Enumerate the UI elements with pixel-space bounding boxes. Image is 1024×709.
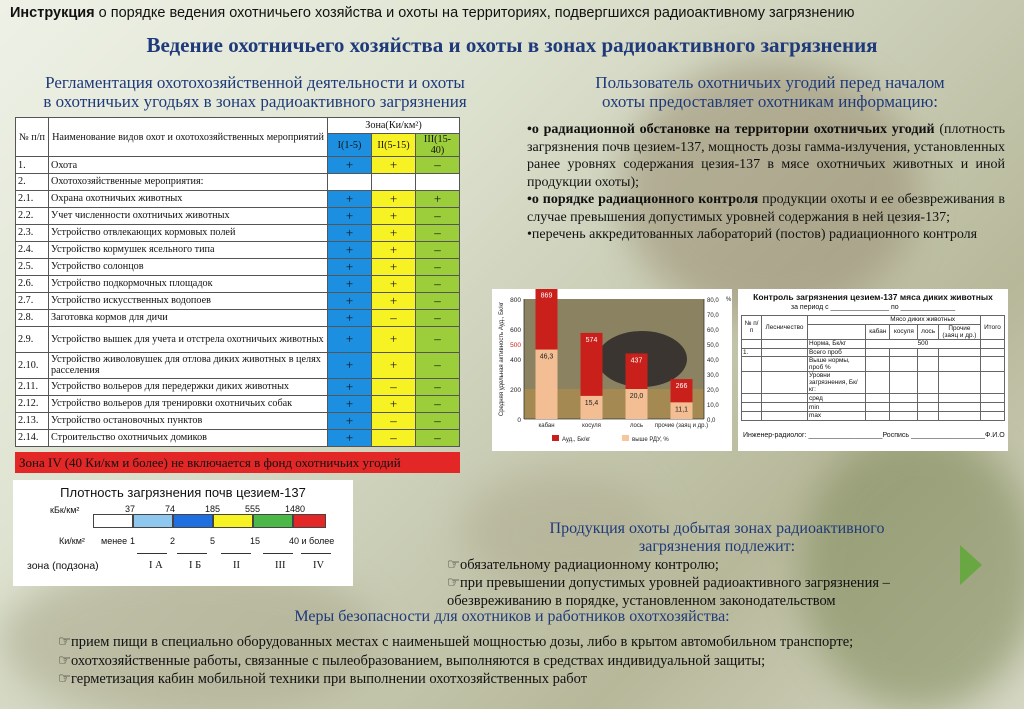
scale-segment bbox=[133, 514, 173, 528]
zone-cell: – bbox=[416, 224, 460, 241]
row-number: 2.13. bbox=[16, 412, 49, 429]
row-name: Охрана охотничьих животных bbox=[49, 190, 328, 207]
control-form bbox=[738, 289, 1008, 451]
zone-label: III bbox=[275, 560, 286, 571]
row-number: 2.8. bbox=[16, 309, 49, 326]
control-period: за период с _______________ по ______________ bbox=[790, 304, 956, 311]
zone-cell: + bbox=[372, 326, 416, 352]
safety-item: ☞охотхозяйственные работы, связанные с пылеобразованием, выполняются в средствах индивидуальной защиты; bbox=[58, 652, 766, 669]
density-scale bbox=[13, 480, 353, 586]
bar-percent-label: 46,3 bbox=[539, 353, 554, 361]
unit-zone: зона (подзона) bbox=[27, 560, 99, 572]
control-table bbox=[741, 315, 1005, 421]
zone-cell: + bbox=[372, 241, 416, 258]
row-name: Устройство кормушек ясельного типа bbox=[49, 241, 328, 258]
bar-value-label: 574 bbox=[585, 336, 598, 344]
bar-value-label: 869 bbox=[540, 292, 553, 300]
zone-cell: – bbox=[416, 352, 460, 378]
table-row bbox=[16, 207, 460, 224]
zone-cell: + bbox=[328, 157, 372, 174]
ctrl-h-col: Прочие (заяц и др.) bbox=[938, 324, 980, 339]
y2-tick-label: 60,0 bbox=[707, 328, 719, 334]
zone-cell: + bbox=[328, 292, 372, 309]
zone-cell: – bbox=[416, 207, 460, 224]
table-row bbox=[16, 352, 460, 378]
y2-tick-label: 10,0 bbox=[707, 403, 719, 409]
zone-cell: – bbox=[372, 429, 416, 446]
zone-cell: + bbox=[372, 190, 416, 207]
info-item-2-bold: •о порядке радиационного контроля bbox=[527, 192, 759, 207]
table-row bbox=[16, 174, 460, 190]
zone-cell: – bbox=[416, 395, 460, 412]
y-tick-label: 600 bbox=[510, 327, 521, 334]
y-tick-label: 500 bbox=[510, 342, 521, 349]
ci-label: 15 bbox=[250, 536, 261, 546]
row-number: 2.1. bbox=[16, 190, 49, 207]
table-row bbox=[16, 309, 460, 326]
zone-cell: – bbox=[416, 412, 460, 429]
row-number: 1. bbox=[16, 157, 49, 174]
zone-cell: + bbox=[328, 258, 372, 275]
zone-cell: + bbox=[328, 429, 372, 446]
y-tick-label: 400 bbox=[510, 357, 521, 364]
table-row bbox=[16, 378, 460, 395]
row-number: 2. bbox=[16, 174, 49, 190]
ctrl-row-label: max bbox=[808, 411, 866, 420]
bar-percent-label: 15,4 bbox=[584, 399, 599, 407]
table-row bbox=[16, 258, 460, 275]
production-section bbox=[447, 520, 977, 610]
density-title: Плотность загрязнения почв цезием-137 bbox=[60, 485, 306, 500]
chart-svg bbox=[492, 289, 732, 451]
ctrl-h-col: лось bbox=[918, 324, 939, 339]
production-item: ☞обязательному радиационному контролю; bbox=[447, 557, 719, 573]
zone-cell: + bbox=[328, 412, 372, 429]
col-header-zone: Зона(Ки/км²) bbox=[328, 118, 460, 134]
bar-percent-label: 11,1 bbox=[674, 406, 689, 414]
table-row bbox=[16, 157, 460, 174]
safety-item: ☞прием пищи в специально оборудованных местах с наименьшей мощностью дозы, либо в крытом автомобильном транспорте; bbox=[58, 634, 854, 650]
zone-cell: + bbox=[328, 378, 372, 395]
scale-segment bbox=[253, 514, 293, 528]
ctrl-h-total: Итого bbox=[980, 316, 1004, 340]
zone-cell: + bbox=[328, 326, 372, 352]
scale-segment bbox=[293, 514, 326, 528]
table-row bbox=[16, 412, 460, 429]
zone-cell: + bbox=[416, 190, 460, 207]
zone-underline bbox=[137, 553, 167, 554]
info-item-1-bold: •о радиационной обстановке на территории охотничьих угодий bbox=[527, 122, 935, 137]
zone-underline bbox=[221, 553, 251, 554]
kbq-label: 74 bbox=[165, 504, 176, 514]
ci-label: 40 и более bbox=[289, 536, 335, 546]
bar-percent-label: 20,0 bbox=[629, 393, 644, 400]
y-tick-label: 200 bbox=[510, 387, 521, 394]
zone-label: IV bbox=[313, 560, 325, 571]
ctrl-row-label: min bbox=[808, 403, 866, 412]
y2-tick-label: 30,0 bbox=[707, 373, 719, 379]
legend-swatch bbox=[552, 435, 559, 441]
right-subtitle bbox=[520, 73, 1020, 111]
production-item-text: при превышении допустимых уровней радиоактивного загрязнения – обезвреживанию в порядке, установленном законодательством bbox=[447, 575, 890, 609]
header-bold: Инструкция bbox=[10, 5, 95, 21]
zone-label: II bbox=[233, 560, 240, 571]
ctrl-h-forest: Лесничество bbox=[762, 316, 808, 340]
zone-cell: + bbox=[328, 275, 372, 292]
zone-cell: + bbox=[328, 241, 372, 258]
ctrl-norm-value: 500 bbox=[866, 339, 981, 348]
y2-tick-label: 70,0 bbox=[707, 313, 719, 319]
safety-item-text: герметизация кабин мобильной техники при выполнении охотхозяйственных работ bbox=[71, 671, 588, 687]
ctrl-h-meat: Мясо диких животных bbox=[866, 316, 981, 325]
legend-label: выше РДУ, % bbox=[632, 437, 669, 443]
zone-cell: – bbox=[416, 258, 460, 275]
ctrl-row bbox=[742, 357, 1005, 372]
table-row bbox=[16, 326, 460, 352]
row-number: 2.12. bbox=[16, 395, 49, 412]
zone-cell: + bbox=[372, 275, 416, 292]
ci-label: 5 bbox=[210, 536, 216, 546]
row-number: 2.5. bbox=[16, 258, 49, 275]
row-number: 2.2. bbox=[16, 207, 49, 224]
zone-underline bbox=[301, 553, 331, 554]
kbq-label: 37 bbox=[125, 504, 136, 514]
ctrl-norm-label: Норма, Бк/кг bbox=[808, 339, 866, 348]
row-name: Устройство отвлекающих кормовых полей bbox=[49, 224, 328, 241]
zone-cell: – bbox=[416, 378, 460, 395]
safety-item-text: прием пищи в специально оборудованных местах с наименьшей мощностью дозы, либо в крытом автомобильном транспорте; bbox=[71, 634, 854, 650]
zone-cell: + bbox=[328, 207, 372, 224]
row-name: Заготовка кормов для дичи bbox=[49, 309, 328, 326]
zone-cell: – bbox=[416, 309, 460, 326]
col-header-name: Наименование видов охот и охотохозяйственных мероприятий bbox=[49, 118, 328, 157]
ctrl-h-col: кабан bbox=[866, 324, 890, 339]
zone-cell: + bbox=[328, 190, 372, 207]
row-number: 2.4. bbox=[16, 241, 49, 258]
ctrl-row-label: сред bbox=[808, 394, 866, 403]
ctrl-row bbox=[742, 411, 1005, 420]
ctrl-row bbox=[742, 394, 1005, 403]
left-subtitle-line: в охотничьих угодьях в зонах радиоактивного загрязнения bbox=[43, 92, 467, 111]
safety-title: Меры безопасности для охотников и работников охотхозяйства: bbox=[294, 608, 730, 625]
zone-label: I А bbox=[149, 560, 163, 571]
row-name: Устройство вольеров для тренировки охотничьих собак bbox=[49, 395, 328, 412]
table-row bbox=[16, 292, 460, 309]
activity-chart bbox=[492, 289, 732, 451]
zone4-notice: Зона IV (40 Ки/км и более) не включается в фонд охотничьих угодий bbox=[15, 452, 460, 473]
y-tick-label: 800 bbox=[510, 297, 521, 304]
zone-cell: – bbox=[416, 429, 460, 446]
zone-cell-empty bbox=[416, 174, 460, 190]
zone-cell: – bbox=[416, 275, 460, 292]
row-name: Охотохозяйственные мероприятия: bbox=[49, 174, 328, 190]
zone-cell: – bbox=[372, 378, 416, 395]
zone-label: I Б bbox=[189, 560, 202, 571]
production-title bbox=[457, 520, 977, 556]
y2-unit: % bbox=[726, 297, 732, 303]
x-tick-label: косуля bbox=[582, 423, 601, 429]
zone-cell: – bbox=[416, 292, 460, 309]
left-subtitle-line: Регламентация охотохозяйственной деятельности и охоты bbox=[45, 73, 465, 92]
scale-segment bbox=[93, 514, 133, 528]
y2-tick-label: 50,0 bbox=[707, 343, 719, 349]
header-text: о порядке ведения охотничьего хозяйства и охоты на территориях, подвергшихся радиоактивному загрязнению bbox=[94, 5, 855, 21]
regulation-table bbox=[15, 117, 460, 447]
right-subtitle-line: охоты предоставляет охотникам информацию: bbox=[602, 92, 938, 111]
zone-underline bbox=[177, 553, 207, 554]
ctrl-row bbox=[742, 372, 1005, 394]
ctrl-h-no: № п/п bbox=[742, 316, 762, 340]
col-header-number: № п/п bbox=[16, 118, 49, 157]
row-name: Учет численности охотничьих животных bbox=[49, 207, 328, 224]
table-row bbox=[16, 429, 460, 446]
bar-value-label: 266 bbox=[675, 383, 688, 391]
kbq-label: 185 bbox=[205, 504, 221, 514]
col-header-zone-3: III(15-40) bbox=[416, 134, 460, 157]
kbq-label: 1480 bbox=[285, 504, 306, 514]
production-item-text: обязательному радиационному контролю; bbox=[460, 557, 719, 573]
y2-tick-label: 80,0 bbox=[707, 298, 719, 304]
info-item-2-text: продукции охоты и ее обезвреживания в случае превышения допустимых уровней содержания в ней цезия-137; bbox=[527, 192, 1006, 225]
production-title-line: Продукция охоты добытая зонах радиоактивного bbox=[549, 520, 885, 537]
scale-segment bbox=[173, 514, 213, 528]
zone-cell: – bbox=[416, 326, 460, 352]
ci-label: менее bbox=[101, 536, 128, 546]
zone-cell-empty bbox=[372, 174, 416, 190]
zone-cell: – bbox=[372, 412, 416, 429]
zone-cell: + bbox=[372, 352, 416, 378]
right-subtitle-line: Пользователь охотничьих угодий перед началом bbox=[595, 73, 945, 92]
row-number: 2.9. bbox=[16, 326, 49, 352]
zone-cell: + bbox=[372, 207, 416, 224]
ci-label: 1 bbox=[130, 536, 136, 546]
info-item-3: •перечень аккредитованных лабораторий (постов) радиационного контроля bbox=[527, 227, 978, 242]
header-bar bbox=[0, 0, 1024, 30]
row-name: Устройство подкормочных площадок bbox=[49, 275, 328, 292]
safety-list bbox=[58, 633, 1008, 689]
left-subtitle bbox=[0, 73, 510, 111]
y2-tick-label: 40,0 bbox=[707, 358, 719, 364]
control-signature: Инженер-радиолог: ___________________Роспись ___________________Ф.И.О bbox=[743, 432, 1005, 439]
safety-item-text: охотхозяйственные работы, связанные с пылеобразованием, выполняются в средствах индивидуальной защиты; bbox=[71, 652, 766, 669]
table-row bbox=[16, 224, 460, 241]
table-row bbox=[16, 241, 460, 258]
unit-ci: Ки/км² bbox=[59, 536, 85, 546]
zone-cell: + bbox=[328, 352, 372, 378]
kbq-label: 555 bbox=[245, 504, 261, 514]
bar-value-label: 437 bbox=[630, 357, 643, 365]
row-name: Строительство охотничьих домиков bbox=[49, 429, 328, 446]
zone-underline bbox=[263, 553, 293, 554]
ci-label: 2 bbox=[170, 536, 176, 546]
col-header-zone-2: II(5-15) bbox=[372, 134, 416, 157]
zone-cell-empty bbox=[328, 174, 372, 190]
zone-cell: + bbox=[372, 224, 416, 241]
ctrl-row-label: Уровни загрязнения, Бк/кг: bbox=[808, 372, 866, 394]
info-item-1-text: (плотность загрязнения почв цезием-137, мощность дозы гамма-излучения, установленных ранее уровнях содержания цезия-137 в мясе охотничьих животных и иной продукции охоты); bbox=[527, 122, 1005, 190]
table-row bbox=[16, 190, 460, 207]
page-title: Ведение охотничьего хозяйства и охоты в зонах радиоактивного загрязнения bbox=[146, 33, 878, 57]
hunter-info bbox=[527, 121, 1005, 244]
ctrl-row-label: Всего проб bbox=[808, 348, 866, 357]
row-number: 2.6. bbox=[16, 275, 49, 292]
production-item: ☞при превышении допустимых уровней радиоактивного загрязнения – обезвреживанию в порядке, установленном законодательством bbox=[447, 575, 890, 609]
scale-segment bbox=[213, 514, 253, 528]
table-row bbox=[16, 275, 460, 292]
row-number: 2.3. bbox=[16, 224, 49, 241]
row-number: 2.11. bbox=[16, 378, 49, 395]
zone-cell: + bbox=[372, 258, 416, 275]
row-name: Устройство искусственных водопоев bbox=[49, 292, 328, 309]
ctrl-row-num: 1. bbox=[742, 348, 762, 357]
ctrl-row-label: Выше нормы, проб % bbox=[808, 357, 866, 372]
x-tick-label: прочие (заяц и др.) bbox=[654, 423, 709, 429]
col-header-zone-1: I(1-5) bbox=[328, 134, 372, 157]
production-title-line: загрязнения подлежит: bbox=[638, 538, 796, 555]
control-title: Контроль загрязнения цезием-137 мяса диких животных bbox=[753, 292, 993, 302]
legend-swatch bbox=[622, 435, 629, 441]
safety-item: ☞герметизация кабин мобильной техники при выполнении охотхозяйственных работ bbox=[58, 671, 588, 687]
zone-cell: – bbox=[372, 309, 416, 326]
zone-cell: + bbox=[328, 309, 372, 326]
row-name: Устройство вышек для учета и отстрела охотничьих животных bbox=[49, 326, 328, 352]
row-number: 2.14. bbox=[16, 429, 49, 446]
row-name: Устройство остановочных пунктов bbox=[49, 412, 328, 429]
zone-cell: + bbox=[372, 292, 416, 309]
y-axis-label: Средняя удельная активность Ауд., Бк/кг bbox=[499, 301, 505, 417]
row-name: Охота bbox=[49, 157, 328, 174]
table-row bbox=[16, 395, 460, 412]
row-name: Устройство живоловушек для отлова диких животных в целях расселения bbox=[49, 352, 328, 378]
ctrl-row bbox=[742, 348, 1005, 357]
zone-cell: + bbox=[372, 157, 416, 174]
unit-kbq: кБк/км² bbox=[50, 505, 80, 515]
x-tick-label: лось bbox=[629, 423, 644, 429]
ctrl-row bbox=[742, 403, 1005, 412]
y2-tick-label: 0,0 bbox=[707, 418, 716, 424]
row-name: Устройство вольеров для передержки диких животных bbox=[49, 378, 328, 395]
y-tick-label: 0 bbox=[517, 417, 521, 424]
row-name: Устройство солонцов bbox=[49, 258, 328, 275]
row-number: 2.7. bbox=[16, 292, 49, 309]
zone-cell: + bbox=[328, 395, 372, 412]
zone-cell: + bbox=[372, 395, 416, 412]
legend-label: Ауд., Бк/кг bbox=[562, 437, 591, 443]
y2-tick-label: 20,0 bbox=[707, 388, 719, 394]
ctrl-h-col: косуля bbox=[890, 324, 918, 339]
zone-cell: – bbox=[416, 157, 460, 174]
x-tick-label: кабан bbox=[538, 423, 555, 429]
zone-cell: + bbox=[328, 224, 372, 241]
zone-cell: – bbox=[416, 241, 460, 258]
row-number: 2.10. bbox=[16, 352, 49, 378]
